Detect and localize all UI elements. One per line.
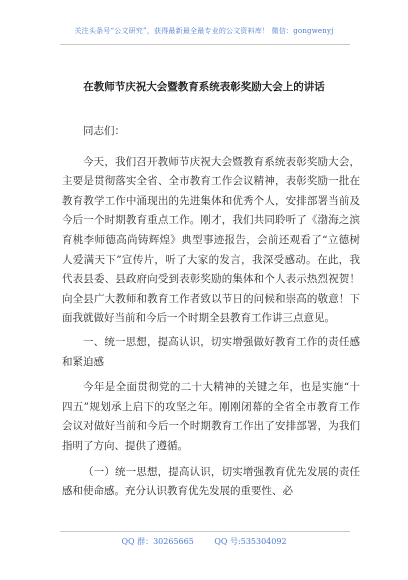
salutation: 同志们： xyxy=(83,125,125,137)
document-title: 在教师节庆祝大会暨教育系统表彰奖励大会上的讲话 xyxy=(83,81,325,93)
footer-qq-number: QQ 号:535304092 xyxy=(214,537,287,546)
section-heading: 一、统一思想，提高认识，切实增强做好教育工作的责任感和紧迫感 xyxy=(62,335,360,368)
header-notice: 关注头条号“公文研究”，获得最新最全最专业的公文资料库！ 微信：gongwenyj xyxy=(74,27,334,35)
paragraph: 今天，我们召开教师节庆祝大会暨教育系统表彰奖励大会，主要是贯彻落实全省、全市教育工作会议精神，表彰奖励一批在教育教学工作中涌现出的先进集体和优秀个人，安排部署当前及今后一个时期教育重点工作。刚才，我们共同聆听了《渤海之滨育桃李师德高尚铸辉煌》典型事迹报告，会前还观看了“立德树人爱满天下”宣传片，听了大家的发言，我深受感动。在此，我代表县委、县政府向受到表彰奖励的集体和个人表示热烈祝贺！向全县广大教师和教育工作者致以节日的问候和崇高的敬意！下面我就做好当前和今后一个时期全县教育工作讲三点意见。 xyxy=(62,155,360,325)
document-body xyxy=(62,122,360,502)
footer-divider xyxy=(60,531,350,532)
header-divider xyxy=(60,44,350,45)
footer-qq-group: QQ 群：30265665 xyxy=(121,537,194,546)
paragraph: 今年是全面贯彻党的二十大精神的关键之年，也是实施“十四五”规划承上启下的攻坚之年。刚刚闭幕的全省全市教育工作会议对做好当前和今后一个时期教育工作出了安排部署，为我们指明了方向、提供了遵循。 xyxy=(62,381,360,452)
subsection-paragraph: （一）统一思想，提高认识，切实增强教育优先发展的责任感和使命感。充分认识教育优先发展的重要性、必 xyxy=(62,465,360,498)
footer-contact xyxy=(0,536,408,547)
